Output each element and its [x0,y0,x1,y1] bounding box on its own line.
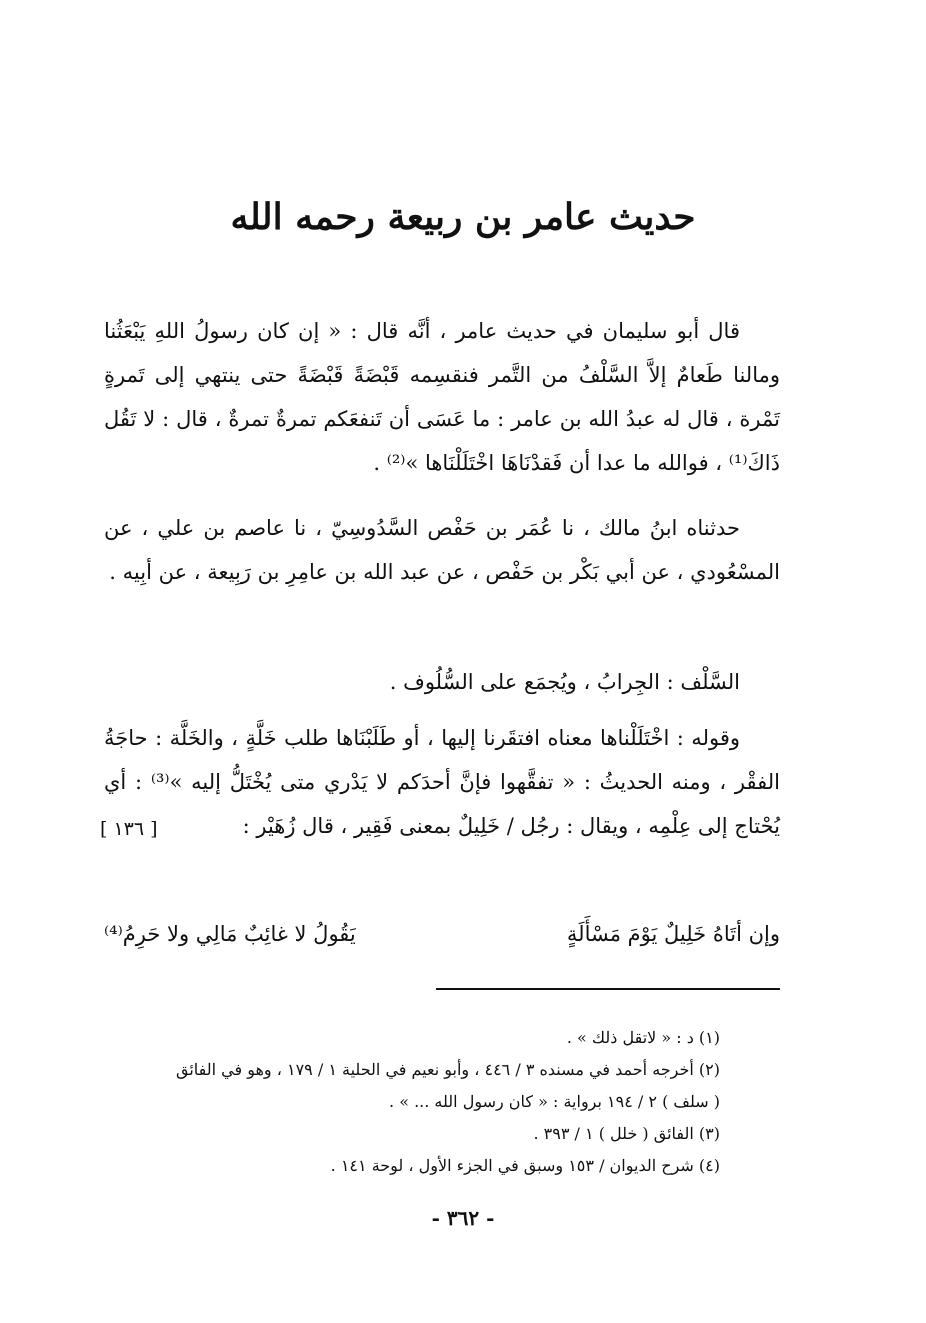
footnote-4: (٤) شرح الديوان / ١٥٣ وسبق في الجزء الأول ، لوحة ١٤١ . [330,1156,720,1175]
paragraph-isnad [104,506,780,594]
paragraph-text: وقوله : اخْتَلَلْناها معناه افتقَرنا إليها ، أو طَلَبْنَاها طلب خَلَّةٍ ، والخَلَّة : حاجَةُ الفقْر ، ومنه الحديثُ : « تفقَّهوا فإنَّ أحدَكم لا يَدْري متى يُخْتَلُّ إليه »⁽³⁾ : أي يُحْتاج إلى عِلْمِه ، ويقال : رجُل / خَلِيلٌ بمعنى فَقِير ، قال زُهَيْر : [104,726,780,838]
paragraph-explanation [104,716,780,848]
page-number: - ٣٦٢ - [431,1206,495,1230]
paragraph-text: السَّلْف : الجِرابُ ، ويُجمَع على السُّلُوف . [389,670,740,694]
paragraph-text: حدثناه ابنُ مالك ، نا عُمَر بن حَفْص السَّدُوسِيّ ، نا عاصم بن علي ، عن المسْعُودي ، عن أبي بَكْر بن حَفْص ، عن عبد الله بن عامِرِ بن رَبِيعة ، عن أبِيه . [104,516,780,584]
section-title: حديث عامر بن ربيعة رحمه الله [230,196,696,238]
footnote-3: (٣) الفائق ( خلل ) ١ / ٣٩٣ . [533,1124,720,1143]
footnote-1: (١) د : « لاتقل ذلك » . [566,1028,720,1047]
verse-second-hemistich: يَقُولُ لا غائِبٌ مَالِي ولا حَرِمُ⁽⁴⁾ [104,922,356,946]
poetry-verse [104,912,780,956]
paragraph-definition [104,660,780,704]
footnotes [104,1022,720,1182]
paragraph-hadith [104,309,780,485]
paragraph-text: قال أبو سليمان في حديث عامر ، أنَّه قال : « إن كان رسولُ اللهِ يَبْعَثُنا ومالنا طَعامٌ إلاَّ السَّلْفُ من التَّمر فنقسِمه قَبْضَةً قَبْضَةً حتى ينتهي إلى تَمرةٍ تَمْرة ، قال له عبدُ الله بن عامر : ما عَسَى أن تَنفعَكم تمرةٌ تمرةٌ ، قال : لا تَقُل ذَاكَ⁽¹⁾ ، فوالله ما عدا أن فَقدْنَاهَا اخْتَلَلْنَاها »⁽²⁾ . [104,319,780,475]
manuscript-page-marker: [ ١٣٦ ] [100,818,158,840]
footnote-2: (٢) أخرجه أحمد في مسنده ٣ / ٤٤٦ ، وأبو نعيم في الحلية ١ / ١٧٩ ، وهو في الفائق [175,1060,720,1079]
verse-first-hemistich: وإن أتَاهُ خَلِيلٌ يَوْمَ مَسْأَلَةٍ [566,922,780,946]
footnote-divider [436,988,780,990]
footnote-2-continuation: ( سلف ) ٢ / ١٩٤ برواية : « كان رسول الله ... » . [389,1092,720,1111]
